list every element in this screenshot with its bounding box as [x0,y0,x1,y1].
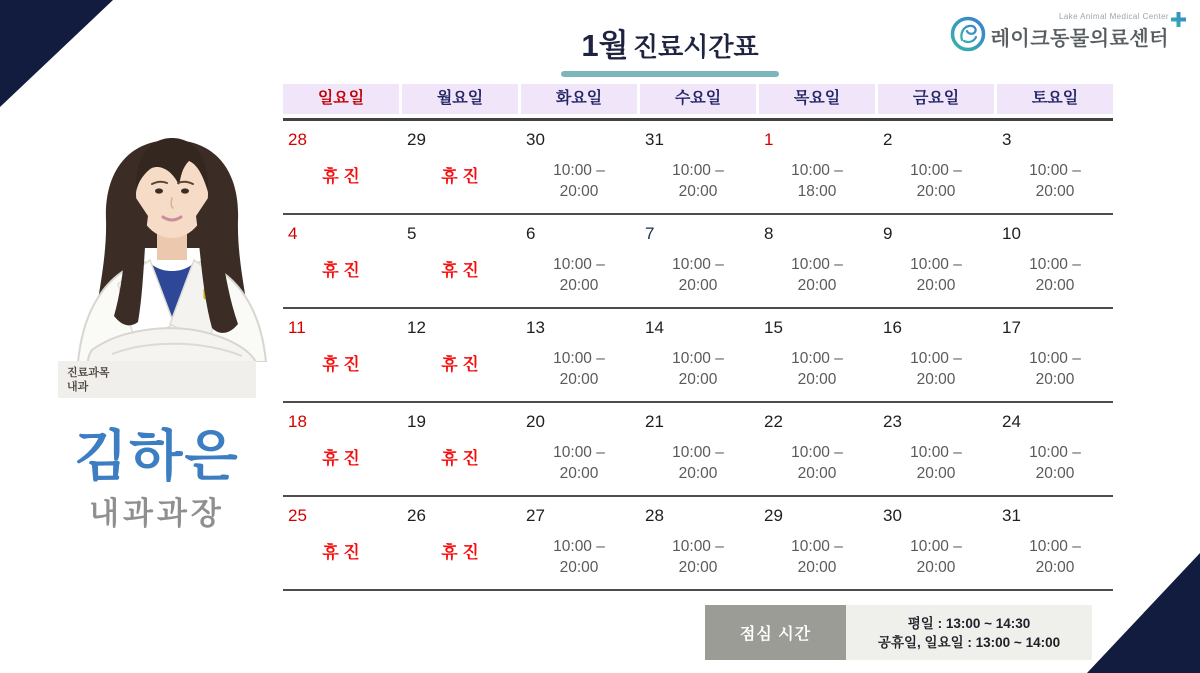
clinic-hours: 10:00 – 20:00 [553,256,605,294]
logo-name: 레이크동물의료센터 [990,28,1169,50]
date-number: 8 [764,224,774,243]
date-number: 2 [883,130,893,149]
day-cell [521,403,637,495]
clinic-hours: 10:00 – 20:00 [672,350,724,388]
closed-label: 휴 진 [322,543,360,562]
date-number: 17 [1002,318,1021,337]
day-header-row [283,84,1113,114]
clinic-hours: 10:00 – 20:00 [1029,350,1081,388]
date-number: 6 [526,224,536,243]
clinic-hours: 10:00 – 20:00 [672,256,724,294]
clinic-hours: 10:00 – 20:00 [791,444,843,482]
week-row [283,215,1113,309]
clinic-hours: 10:00 – 20:00 [910,538,962,576]
date-number: 7 [645,224,655,243]
logo-plus-icon [1171,12,1186,27]
clinic-hours: 10:00 – 18:00 [791,162,843,200]
day-header: 수요일 [640,84,756,114]
date-number: 4 [288,224,298,243]
day-cell [997,215,1113,307]
clinic-hours: 10:00 – 20:00 [791,256,843,294]
clinic-logo [950,12,1186,52]
date-number: 23 [883,412,902,431]
day-cell [283,403,399,495]
closed-label: 휴 진 [322,449,360,468]
date-number: 18 [288,412,307,431]
date-number: 28 [288,130,307,149]
clinic-hours: 10:00 – 20:00 [910,444,962,482]
lunch-holiday-hours: 공휴일, 일요일 : 13:00 ~ 14:00 [877,634,1061,650]
day-cell [878,403,994,495]
date-number: 15 [764,318,783,337]
date-number: 30 [883,506,902,525]
day-cell [878,121,994,213]
day-header: 금요일 [878,84,994,114]
date-number: 10 [1002,224,1021,243]
closed-label: 휴 진 [441,543,479,562]
clinic-hours: 10:00 – 20:00 [672,162,724,200]
day-cell [997,403,1113,495]
day-cell [997,497,1113,589]
department-value: 내과 [67,381,89,393]
page-title [520,20,820,77]
day-cell [521,497,637,589]
closed-label: 휴 진 [322,261,360,280]
clinic-hours: 10:00 – 20:00 [910,256,962,294]
closed-label: 휴 진 [322,167,360,186]
date-number: 29 [764,506,783,525]
clinic-hours: 10:00 – 20:00 [1029,538,1081,576]
day-cell [521,121,637,213]
clinic-hours: 10:00 – 20:00 [553,162,605,200]
clinic-hours: 10:00 – 20:00 [791,538,843,576]
day-header: 토요일 [997,84,1113,114]
date-number: 5 [407,224,417,243]
day-cell [402,497,518,589]
clinic-hours: 10:00 – 20:00 [910,162,962,200]
date-number: 31 [1002,506,1021,525]
day-cell [283,497,399,589]
week-row [283,403,1113,497]
day-cell [640,403,756,495]
title-month: 1월 [581,28,629,63]
day-cell [283,215,399,307]
date-number: 3 [1002,130,1012,149]
closed-label: 휴 진 [322,355,360,374]
date-number: 26 [407,506,426,525]
clinic-hours: 10:00 – 20:00 [1029,444,1081,482]
day-header: 월요일 [402,84,518,114]
date-number: 11 [288,318,306,337]
clinic-hours: 10:00 – 20:00 [1029,162,1081,200]
day-cell [997,121,1113,213]
day-header: 일요일 [283,84,399,114]
clinic-hours: 10:00 – 20:00 [553,444,605,482]
day-cell [402,121,518,213]
logo-subtitle: Lake Animal Medical Center [1058,12,1169,21]
date-number: 16 [883,318,902,337]
day-header: 화요일 [521,84,637,114]
day-header: 목요일 [759,84,875,114]
date-number: 14 [645,318,664,337]
day-cell [759,497,875,589]
closed-label: 휴 진 [441,261,479,280]
date-number: 19 [407,412,426,431]
clinic-hours: 10:00 – 20:00 [553,350,605,388]
day-cell [521,215,637,307]
date-number: 12 [407,318,426,337]
lunch-time-label: 점심 시간 [705,605,846,660]
day-cell [759,403,875,495]
department-box [58,361,256,398]
title-label: 진료시간표 [633,32,759,62]
day-cell [759,309,875,401]
day-cell [878,497,994,589]
clinic-logo-icon [950,16,986,52]
day-cell [759,215,875,307]
date-number: 30 [526,130,545,149]
date-number: 29 [407,130,426,149]
clinic-hours: 10:00 – 20:00 [910,350,962,388]
day-cell [283,121,399,213]
clinic-hours: 10:00 – 20:00 [672,538,724,576]
date-number: 1 [764,130,774,149]
closed-label: 휴 진 [441,449,479,468]
corner-triangle-top-left [0,0,113,107]
week-row [283,497,1113,591]
day-cell [759,121,875,213]
date-number: 9 [883,224,893,243]
schedule-calendar [283,84,1113,591]
date-number: 20 [526,412,545,431]
day-cell [640,215,756,307]
closed-label: 휴 진 [441,355,479,374]
day-cell [640,497,756,589]
day-cell [640,121,756,213]
week-row [283,121,1113,215]
day-cell [402,309,518,401]
doctor-role: 내과과장 [89,496,225,531]
title-underline [561,71,779,77]
date-number: 13 [526,318,545,337]
week-row [283,309,1113,403]
date-number: 25 [288,506,307,525]
day-cell [878,215,994,307]
doctor-portrait [52,128,292,362]
clinic-hours: 10:00 – 20:00 [553,538,605,576]
lunch-time-info [846,605,1092,660]
day-cell [640,309,756,401]
lunch-weekday-hours: 평일 : 13:00 ~ 14:30 [907,615,1031,631]
date-number: 27 [526,506,545,525]
day-cell [878,309,994,401]
date-number: 31 [645,130,664,149]
date-number: 22 [764,412,783,431]
day-cell [521,309,637,401]
day-cell [402,403,518,495]
clinic-hours: 10:00 – 20:00 [672,444,724,482]
day-cell [997,309,1113,401]
date-number: 28 [645,506,664,525]
day-cell [283,309,399,401]
department-label: 진료과목 [67,367,110,379]
date-number: 24 [1002,412,1021,431]
doctor-name: 김하은 [74,425,240,487]
calendar-weeks [283,121,1113,591]
clinic-hours: 10:00 – 20:00 [791,350,843,388]
date-number: 21 [645,412,664,431]
clinic-hours: 10:00 – 20:00 [1029,256,1081,294]
closed-label: 휴 진 [441,167,479,186]
day-cell [402,215,518,307]
